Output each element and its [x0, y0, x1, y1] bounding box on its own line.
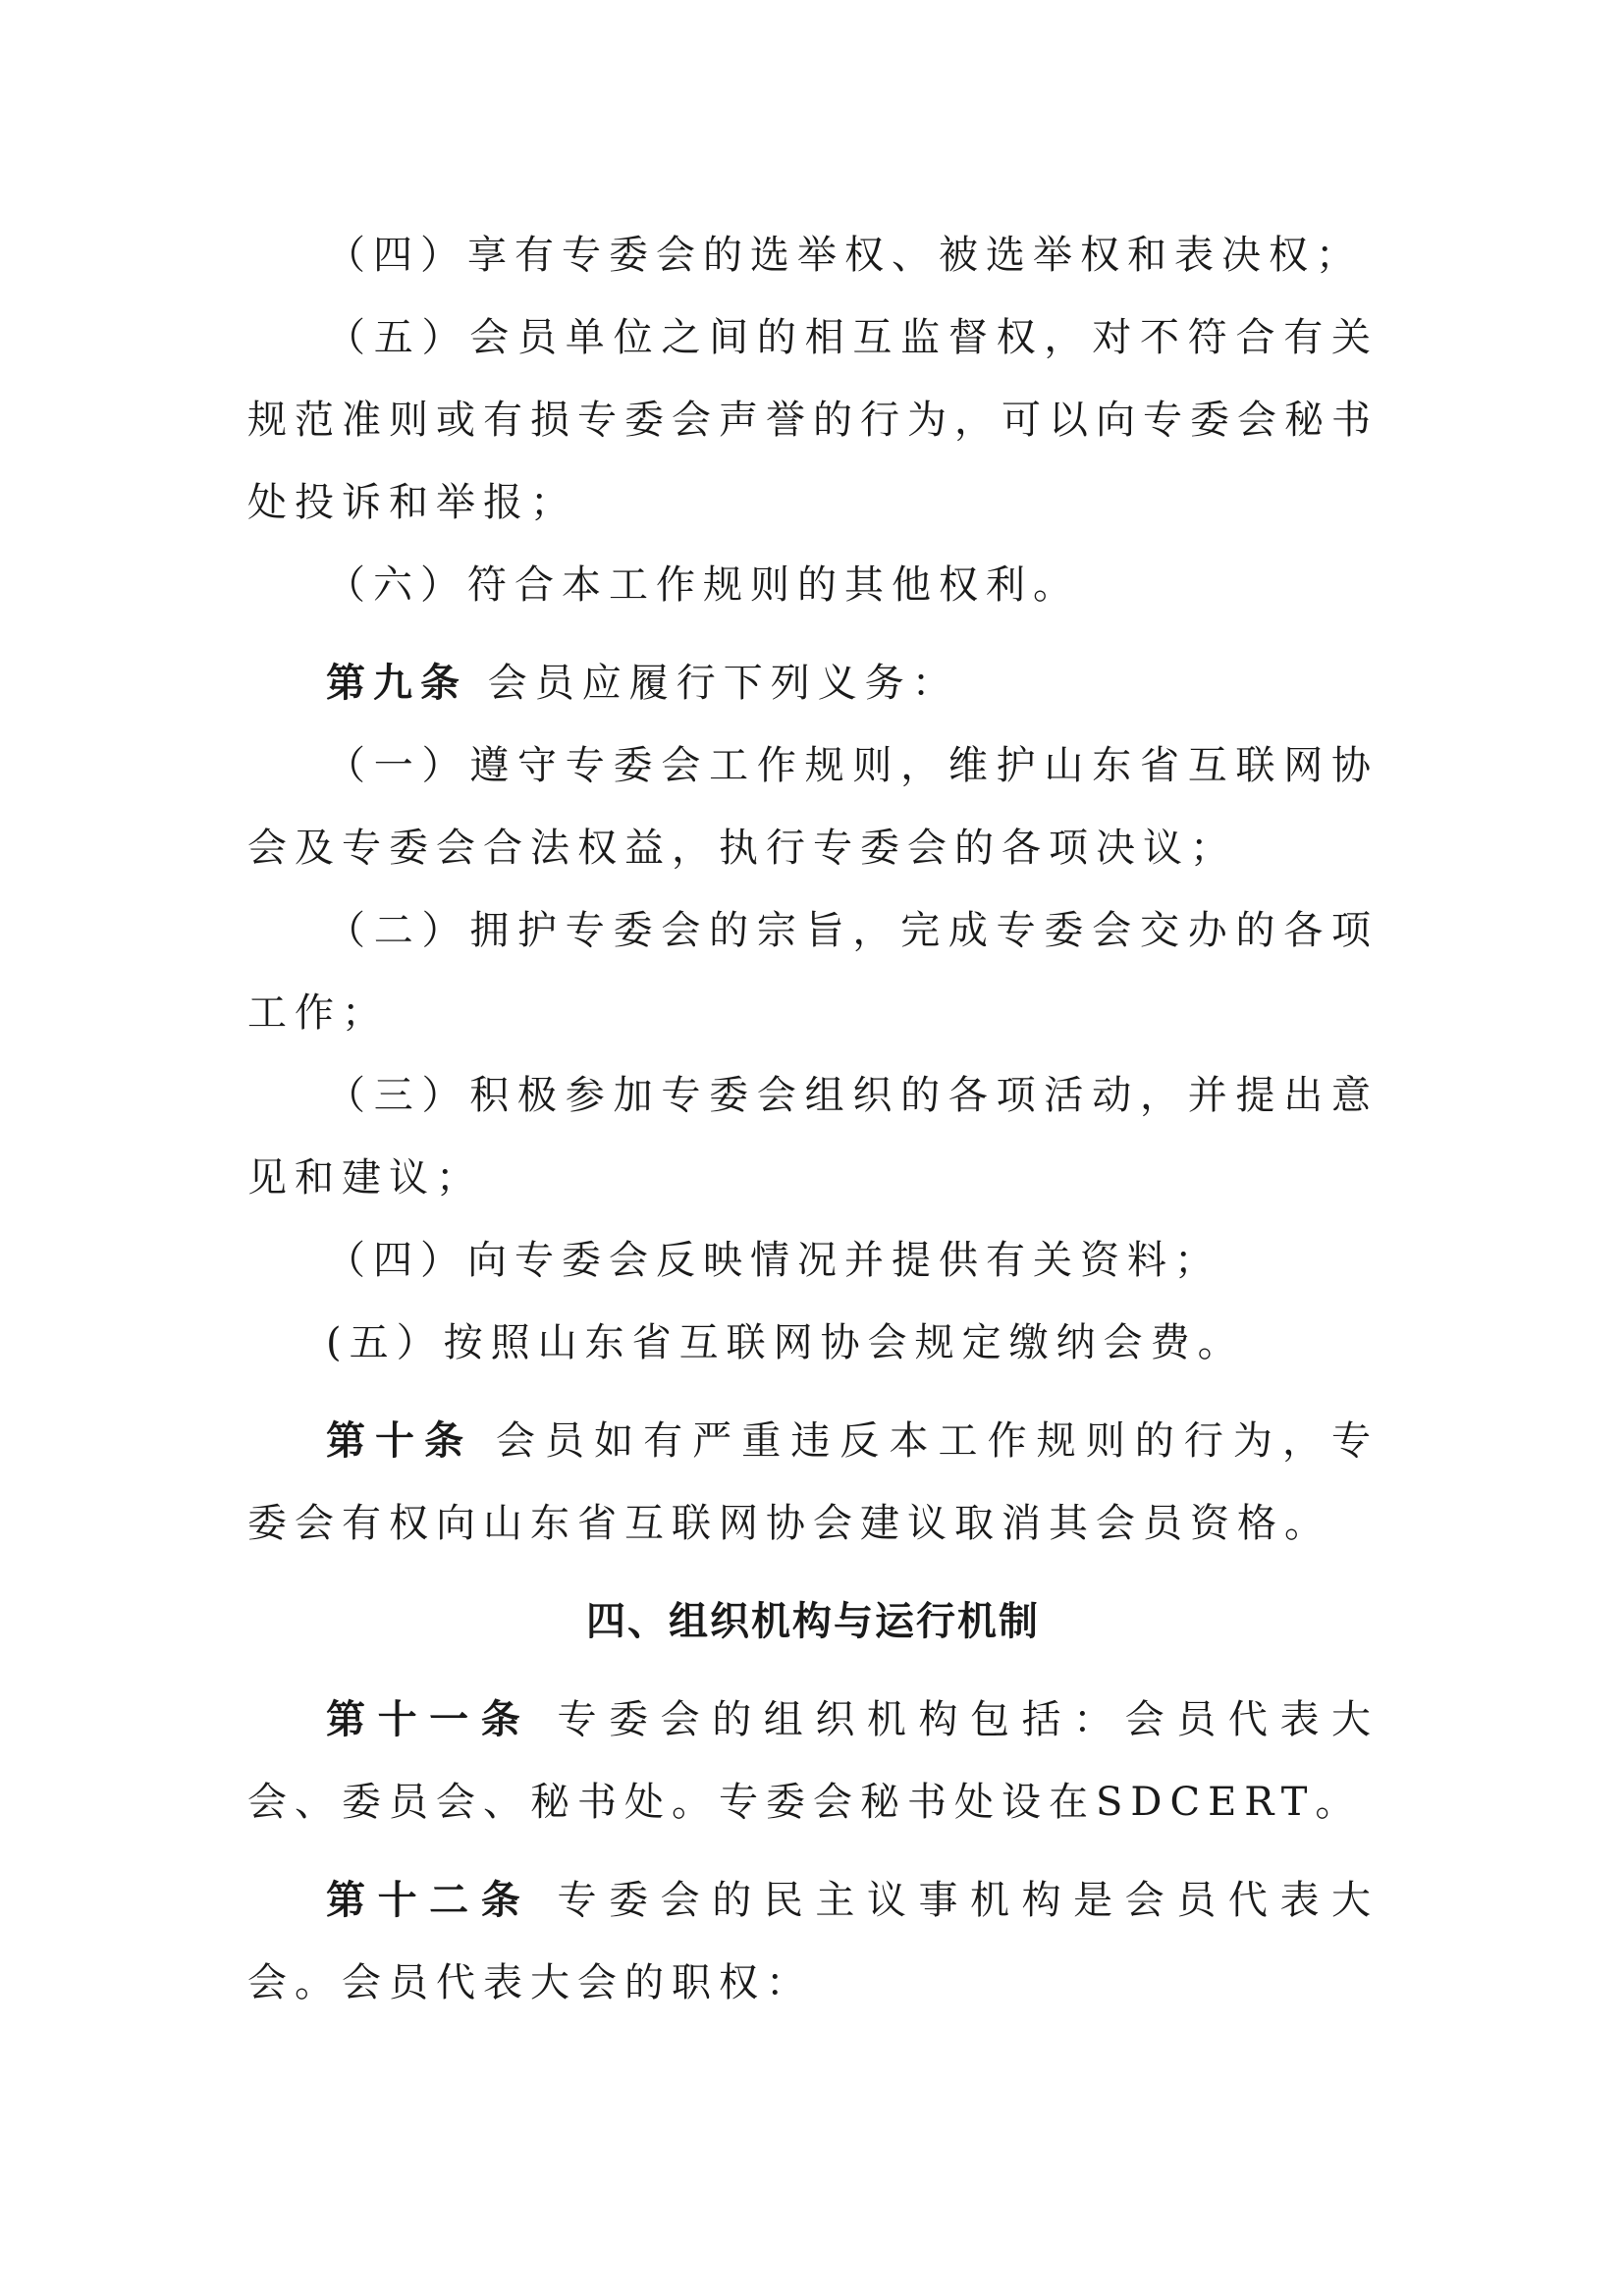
rights-item-6: （六）符合本工作规则的其他权利。	[326, 562, 1080, 608]
document-body	[247, 214, 1379, 2024]
article-12-text: 专委会的民主议事机构是会员代表大会。会员代表大会的职权：	[247, 1878, 1380, 2005]
duties-item-3: （三）积极参加专委会组织的各项活动，并提出意见和建议；	[247, 1073, 1379, 1201]
article-9-label: 第九条	[326, 661, 467, 706]
article-12-label: 第十二条	[326, 1878, 533, 1923]
rights-item-5: （五）会员单位之间的相互监督权，对不符合有关规范准则或有损专委会声誉的行为，可以向专委会秘书处投诉和举报；	[247, 315, 1379, 525]
article-11-label: 第十一条	[326, 1697, 533, 1742]
article-10-text: 会员如有严重违反本工作规则的行为，专委会有权向山东省互联网协会建议取消其会员资格。	[247, 1418, 1379, 1546]
duties-item-5: (五）按照山东省互联网协会规定缴纳会费。	[326, 1320, 1245, 1365]
article-11	[247, 1679, 1379, 1843]
article-10-label: 第十条	[326, 1418, 474, 1464]
article-9-text: 会员应履行下列义务：	[467, 661, 959, 706]
article-11-text: 专委会的组织机构包括：会员代表大会、委员会、秘书处。专委会秘书处设在SDCERT。	[247, 1697, 1380, 1825]
duties-item-1: （一）遵守专委会工作规则，维护山东省互联网协会及专委会合法权益，执行专委会的各项决议；	[247, 743, 1379, 871]
rights-item-4: （四）享有专委会的选举权、被选举权和表决权；	[326, 233, 1363, 278]
article-9	[247, 642, 1379, 724]
duties-item-4: （四）向专委会反映情况并提供有关资料；	[326, 1238, 1221, 1283]
section-heading: 四、组织机构与运行机制	[586, 1599, 1040, 1644]
article-12	[247, 1859, 1379, 2024]
article-10	[247, 1400, 1379, 1565]
duties-item-2: （二）拥护专委会的宗旨，完成专委会交办的各项工作；	[247, 908, 1379, 1036]
